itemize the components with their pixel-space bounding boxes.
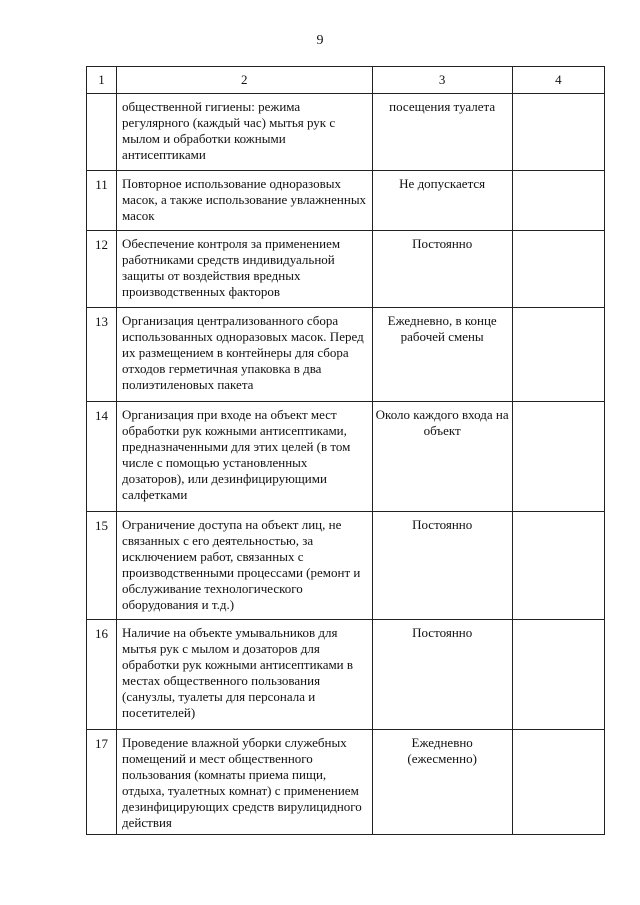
row-note bbox=[512, 308, 604, 402]
row-measure: Проведение влажной уборки служебных помещений и мест общественного пользования (комнаты приема пищи, отдыха, туалетных комнат) с применением дезинфицирующих средств вирулицидного действия bbox=[117, 730, 372, 835]
row-number: 11 bbox=[87, 171, 117, 231]
row-measure: Ограничение доступа на объект лиц, не связанных с его деятельностью, за исключением работ, связанных с производственными процессами (ремонт и обслуживание технологического оборудования и т.д.) bbox=[117, 512, 372, 620]
row-frequency: Постоянно bbox=[372, 620, 512, 730]
row-frequency: Ежедневно (ежесменно) bbox=[372, 730, 512, 835]
row-measure: Обеспечение контроля за применением работниками средств индивидуальной защиты от воздействия вредных производственных факторов bbox=[117, 231, 372, 308]
row-note bbox=[512, 512, 604, 620]
row-note bbox=[512, 402, 604, 512]
row-note bbox=[512, 730, 604, 835]
table-row bbox=[87, 94, 605, 171]
header-col-4: 4 bbox=[512, 67, 604, 94]
table-header-row bbox=[87, 67, 605, 94]
table-row bbox=[87, 512, 605, 620]
row-measure: Наличие на объекте умывальников для мытья рук с мылом и дозаторов для обработки рук кожными антисептиками в местах общественного пользования (санузлы, туалеты для персонала и посетителей) bbox=[117, 620, 372, 730]
row-number: 15 bbox=[87, 512, 117, 620]
table-row bbox=[87, 171, 605, 231]
row-frequency: Постоянно bbox=[372, 231, 512, 308]
row-measure: общественной гигиены: режима регулярного (каждый час) мытья рук с мылом и обработки кожными антисептиками bbox=[117, 94, 372, 171]
table-row bbox=[87, 231, 605, 308]
table-row bbox=[87, 308, 605, 402]
row-number: 13 bbox=[87, 308, 117, 402]
row-note bbox=[512, 94, 604, 171]
measures-table bbox=[86, 66, 605, 835]
row-number: 17 bbox=[87, 730, 117, 835]
row-frequency: Ежедневно, в конце рабочей смены bbox=[372, 308, 512, 402]
row-measure: Повторное использование одноразовых масок, а также использование увлажненных масок bbox=[117, 171, 372, 231]
row-note bbox=[512, 231, 604, 308]
row-frequency: посещения туалета bbox=[372, 94, 512, 171]
row-note bbox=[512, 171, 604, 231]
row-number: 16 bbox=[87, 620, 117, 730]
header-col-1: 1 bbox=[87, 67, 117, 94]
row-measure: Организация централизованного сбора использованных одноразовых масок. Перед их размещением в контейнеры для сбора отходов герметичная упаковка в два полиэтиленовых пакета bbox=[117, 308, 372, 402]
header-col-3: 3 bbox=[372, 67, 512, 94]
page-number: 9 bbox=[316, 33, 324, 48]
row-number bbox=[87, 94, 117, 171]
row-frequency: Постоянно bbox=[372, 512, 512, 620]
row-frequency: Около каждого входа на объект bbox=[372, 402, 512, 512]
row-number: 14 bbox=[87, 402, 117, 512]
table-row bbox=[87, 730, 605, 835]
row-frequency: Не допускается bbox=[372, 171, 512, 231]
row-number: 12 bbox=[87, 231, 117, 308]
header-col-2: 2 bbox=[117, 67, 372, 94]
table-row bbox=[87, 402, 605, 512]
row-measure: Организация при входе на объект мест обработки рук кожными антисептиками, предназначенными для этих целей (в том числе с помощью установленных дозаторов), или дезинфицирующими салфетками bbox=[117, 402, 372, 512]
row-note bbox=[512, 620, 604, 730]
table-row bbox=[87, 620, 605, 730]
